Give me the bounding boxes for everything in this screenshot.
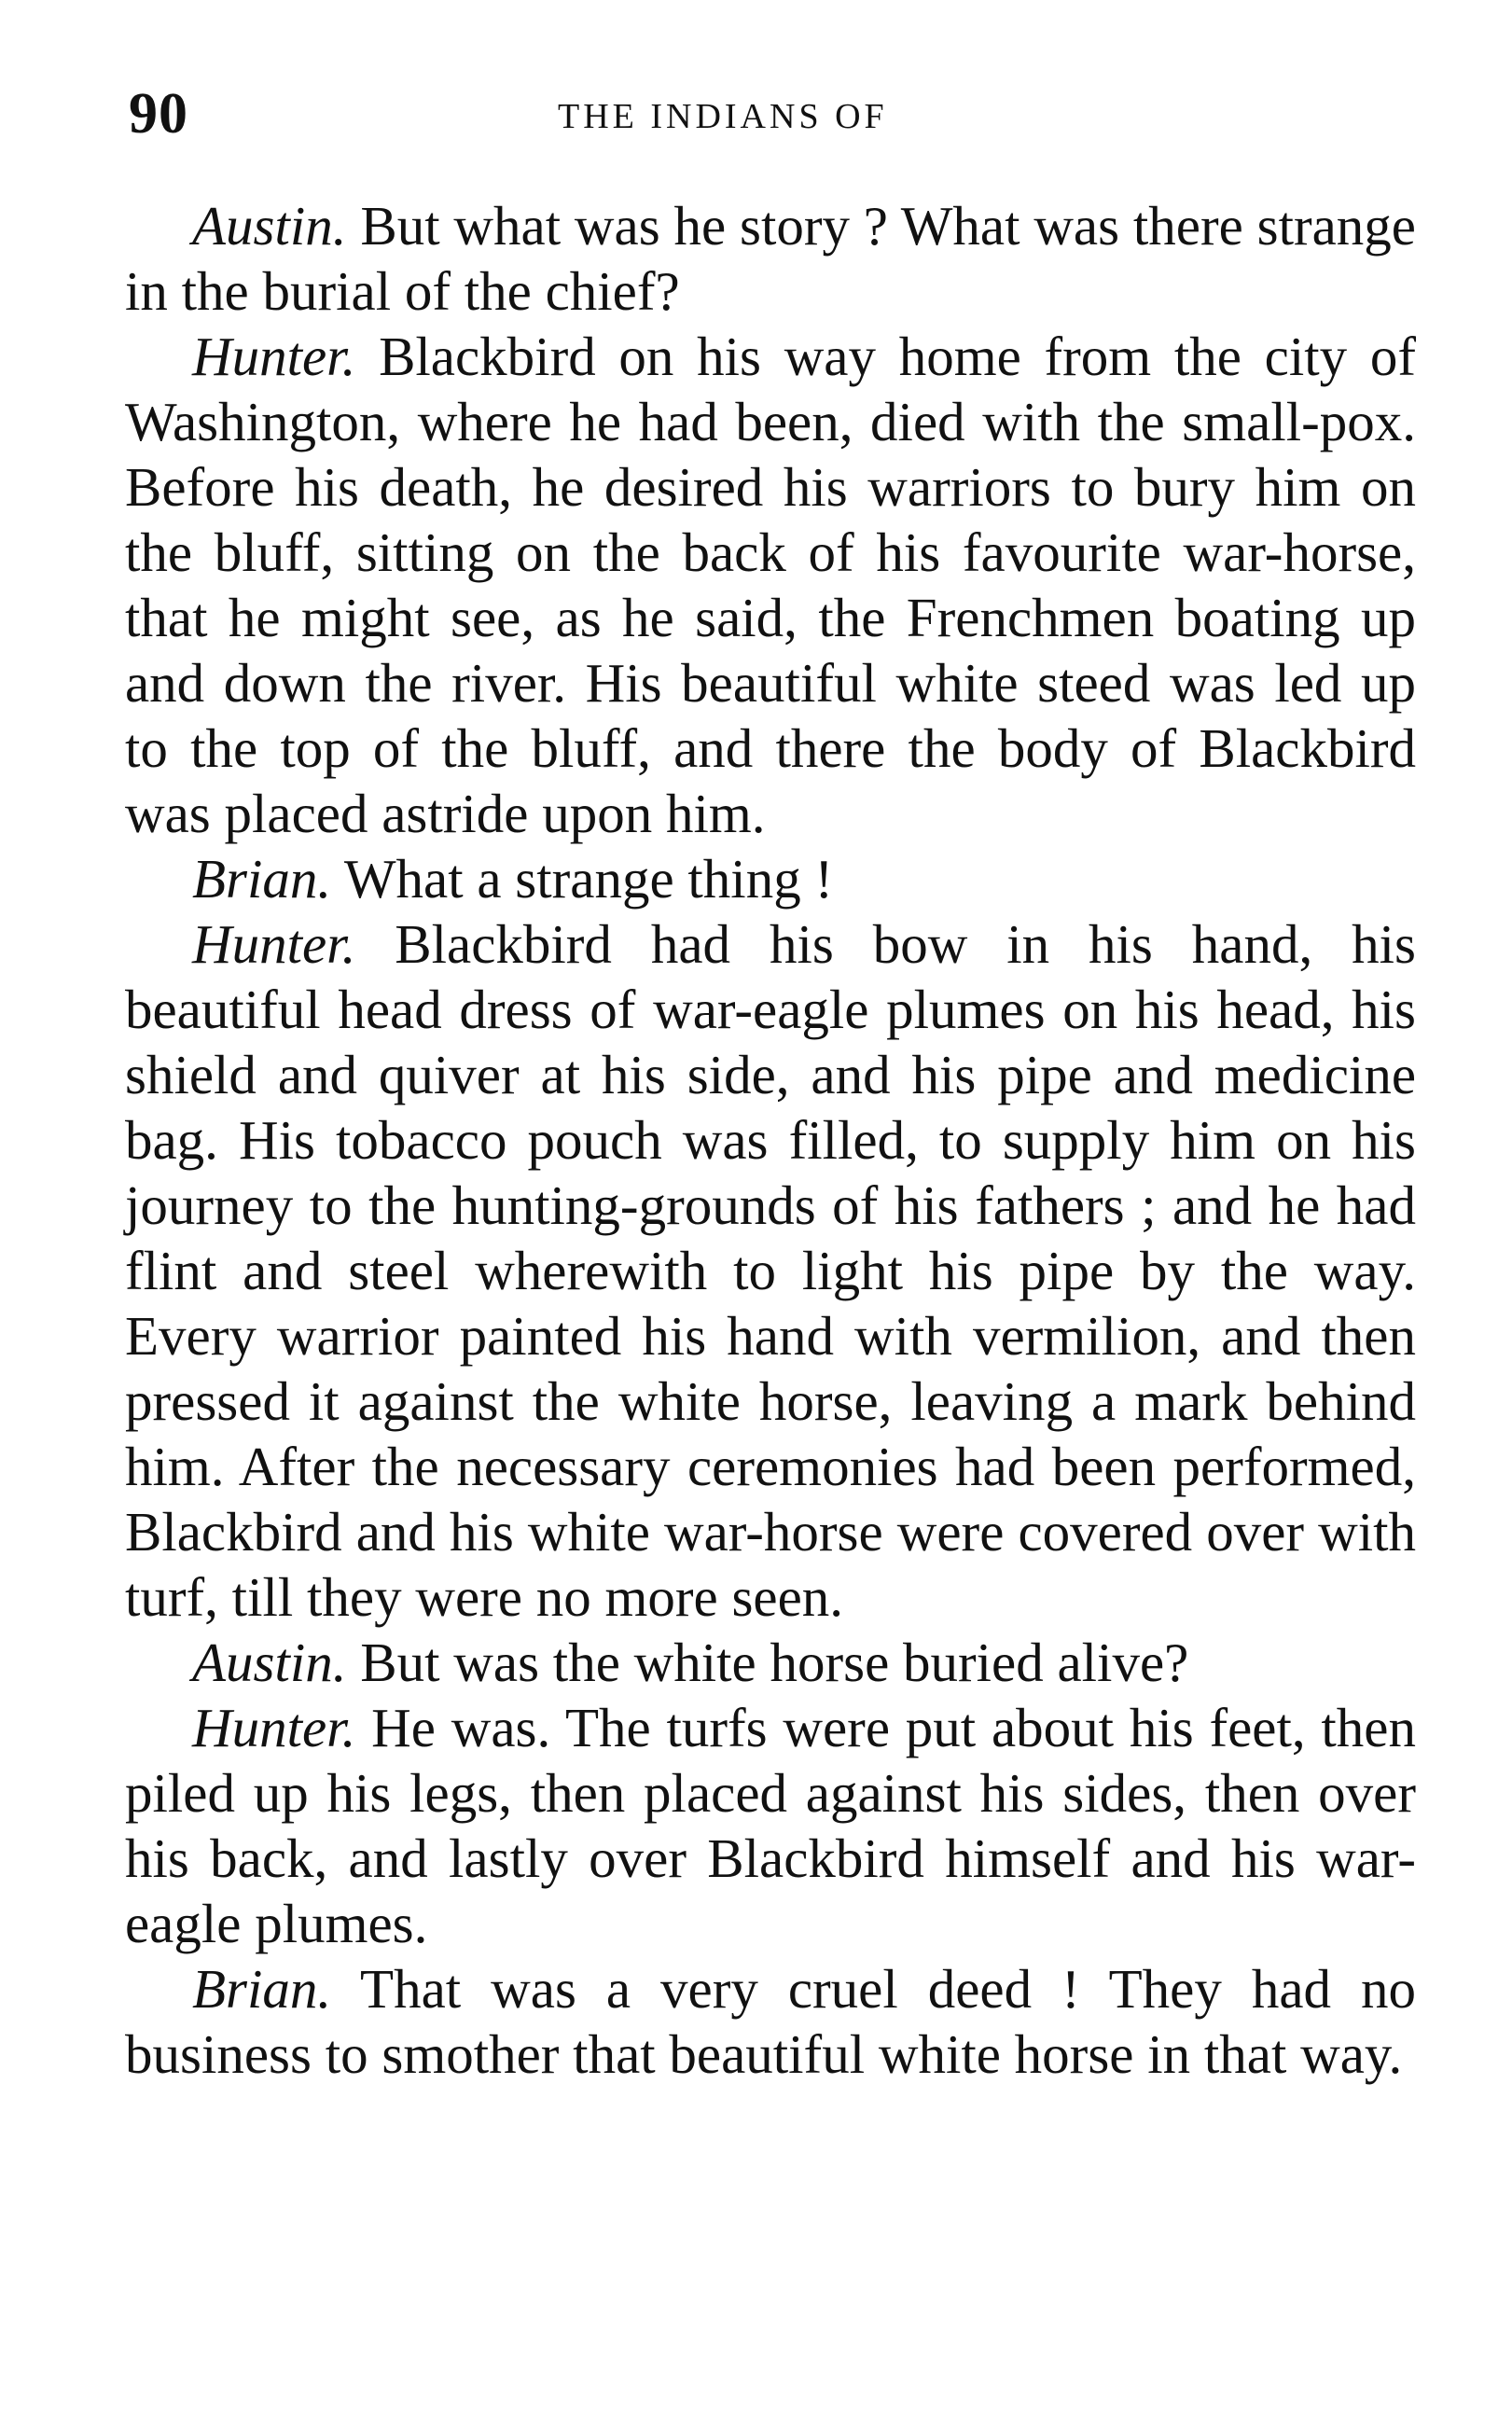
dialogue-paragraph (125, 1695, 1416, 1956)
dialogue-paragraph (125, 911, 1416, 1630)
dialogue-paragraph (125, 324, 1416, 846)
speaker-name: Austin. (192, 195, 347, 257)
speech-text: Blackbird on his way home from the city of Washington, where he had been, died with the small-pox. Before his death, he desired his warriors to bury him on the bluff, sitting on the back of his favourite war-horse, that he might see, as he said, the Frenchmen boating up and down the river. His beautiful white steed was led up to the top of the bluff, and there the body of Blackbird was placed astride upon him. (125, 326, 1416, 844)
speaker-name: Brian. (192, 1958, 332, 2020)
speech-text: That was a very cruel deed ! They had no business to smother that beautiful white horse in that way. (125, 1958, 1416, 2085)
speech-text: Blackbird had his bow in his hand, his beautiful head dress of war-eagle plumes on his head, his shield and quiver at his side, and his pipe and medicine bag. His tobacco pouch was filled, to supply him on his journey to the hunting-grounds of his fathers ; and he had flint and steel wherewith to light his pipe by the way. Every warrior painted his hand with vermilion, and then pressed it against the white horse, leaving a mark behind him. After the necessary ceremonies had been performed, Blackbird and his white war-horse were covered over with turf, till they were no more seen. (125, 913, 1416, 1628)
page-header (129, 76, 1416, 151)
speech-text: He was. The turfs were put about his feet, then piled up his legs, then placed against his sides, then over his back, and lastly over Blackbird himself and his war-eagle plumes. (125, 1697, 1416, 1954)
dialogue-paragraph (125, 193, 1416, 324)
speaker-name: Austin. (192, 1632, 347, 1693)
speaker-name: Hunter. (192, 326, 356, 387)
speech-text: But what was he story ? What was there strange in the burial of the chief? (125, 195, 1416, 322)
dialogue-paragraph (125, 1956, 1416, 2087)
running-head: THE INDIANS OF (558, 97, 888, 136)
speaker-name: Hunter. (192, 913, 356, 975)
speech-text: But was the white horse buried alive? (346, 1632, 1189, 1693)
dialogue-text (125, 193, 1416, 2087)
speaker-name: Brian. (192, 848, 332, 910)
dialogue-paragraph (125, 846, 1416, 911)
dialogue-paragraph (125, 1630, 1416, 1695)
speaker-name: Hunter. (192, 1697, 356, 1758)
page-number: 90 (129, 82, 188, 146)
speech-text: What a strange thing ! (331, 848, 834, 910)
